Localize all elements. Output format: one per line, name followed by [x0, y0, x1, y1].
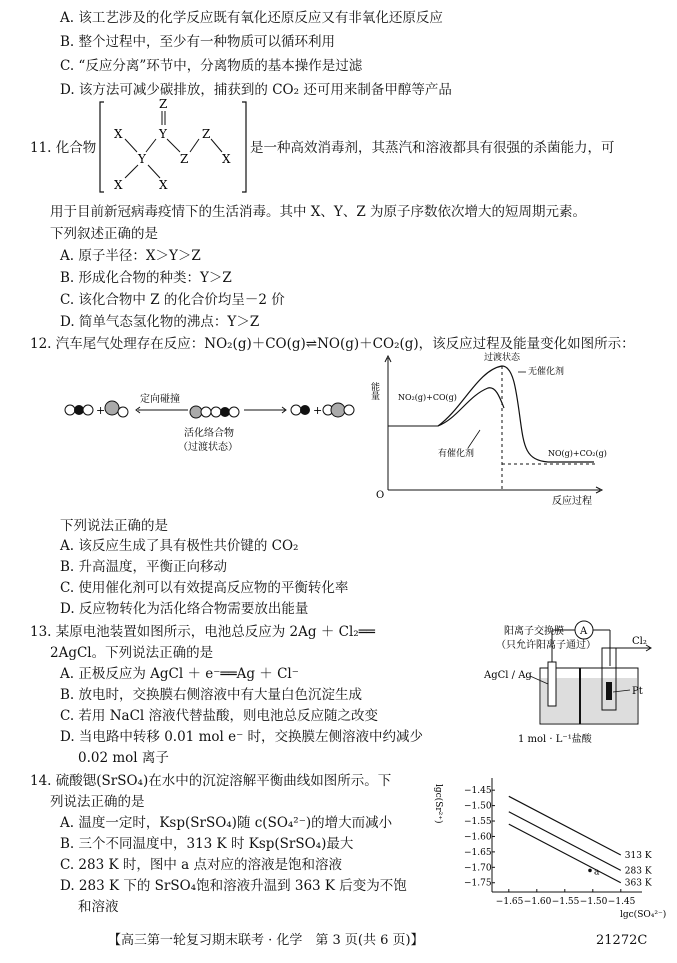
q11-stem-line3: 下列叙述正确的是 — [50, 226, 158, 242]
no-catalyst-label: 无催化剂 — [528, 367, 565, 377]
atom-x3: X — [114, 178, 123, 192]
q11-suffix: 是一种高效消毒剂，其蒸汽和溶液都具有很强的杀菌能力，可 — [250, 140, 615, 156]
q12-option-b: B. 升高温度，平衡正向移动 — [60, 559, 228, 575]
pt-label: Pt — [632, 686, 643, 697]
atom-z2: Z — [180, 152, 189, 166]
x-tick-label: −1.45 — [607, 897, 636, 907]
q10-option-c: C. “反应分离”环节中，分离物质的基本操作是过滤 — [60, 58, 363, 74]
x-tick-label: −1.65 — [495, 897, 524, 907]
atom-x2: X — [222, 152, 231, 166]
series-line — [509, 812, 621, 871]
q14-option-d: D. 283 K 下的 SrSO₄饱和溶液升温到 363 K 后变为不饱 — [60, 878, 407, 894]
data-point — [588, 869, 592, 873]
with-catalyst-label: 有催化剂 — [438, 449, 475, 459]
atom-z1: Z — [202, 127, 211, 141]
q11-prefix: 11. 化合物 — [30, 140, 97, 156]
energy-origin: O — [376, 490, 385, 501]
q13-option-b: B. 放电时，交换膜右侧溶液中有大量白色沉淀生成 — [60, 687, 363, 703]
q12-stem: 12. 汽车尾气处理存在反应：NO₂(g)＋CO(g)⇌NO(g)＋CO₂(g)，该反应过程及能量变化如图所示： — [30, 336, 635, 352]
solution-label: 1 mol · L⁻¹盐酸 — [518, 734, 592, 745]
transition-label: 过渡状态 — [484, 353, 521, 363]
q12-molecule-diagram — [60, 390, 370, 460]
q11-option-c: C. 该化合物中 Z 的化合价均呈－2 价 — [60, 292, 285, 308]
energy-xlabel: 反应过程 — [552, 496, 592, 507]
cl2-label: Cl₂ — [632, 636, 647, 647]
x-tick-label: −1.55 — [551, 897, 580, 907]
atom-x1: X — [114, 127, 123, 141]
complex-label-2: （过渡状态） — [178, 442, 238, 453]
q10-option-b: B. 整个过程中，至少有一种物质可以循环利用 — [60, 34, 336, 50]
q11-option-d: D. 简单气态氢化物的沸点：Y＞Z — [60, 314, 260, 330]
y-tick-label: −1.55 — [464, 817, 492, 828]
q14-option-c: C. 283 K 时，图中 a 点对应的溶液是饱和溶液 — [60, 857, 342, 873]
y-tick-label: −1.70 — [464, 863, 492, 874]
q14-option-d-cont: 和溶液 — [78, 899, 119, 915]
svg-text:A: A — [580, 626, 588, 637]
arrow-label: 定向碰撞 — [140, 394, 180, 405]
x-tick-label: −1.60 — [523, 897, 552, 907]
q10-option-d: D. 该方法可减少碳排放，捕获到的 CO₂ 还可用来制备甲醇等产品 — [60, 82, 452, 98]
chart-xlabel: lgc(SO₄²⁻) — [620, 910, 667, 920]
page-footer: 【高三第一轮复习期末联考 · 化学 第 3 页(共 6 页)】 — [108, 933, 424, 948]
exam-code: 21272C — [596, 933, 648, 948]
q10-option-a: A. 该工艺涉及的化学反应既有氧化还原反应又有非氧化还原反应 — [60, 10, 443, 26]
atom-z-top: Z — [159, 97, 168, 111]
atom-x4: X — [159, 178, 168, 192]
y-tick-label: −1.50 — [464, 801, 492, 812]
q13-stem-line2: 2AgCl。下列说法正确的是 — [50, 645, 214, 661]
products-label: NO(g)+CO₂(g) — [548, 449, 607, 458]
reactants-label: NO₂(g)+CO(g) — [398, 393, 457, 402]
atom-y2: Y — [138, 152, 146, 166]
q14-option-b: B. 三个不同温度中，313 K 时 Ksp(SrSO₄)最大 — [60, 836, 354, 852]
energy-ylabel: 能量 — [369, 382, 379, 400]
q11-option-a: A. 原子半径：X＞Y＞Z — [60, 248, 201, 264]
x-tick-label: −1.50 — [579, 897, 608, 907]
q13-option-d: D. 当电路中转移 0.01 mol e⁻ 时，交换膜左侧溶液中约减少 — [60, 729, 424, 745]
q13-option-a: A. 正极反应为 AgCl ＋ e⁻══Ag ＋ Cl⁻ — [60, 666, 299, 682]
membrane-label-2: （只允许阳离子通过） — [496, 640, 596, 651]
svg-text:+: + — [313, 404, 323, 417]
q11-stem-line2: 用于目前新冠病毒疫情下的生活消毒。其中 X、Y、Z 为原子序数依次增大的短周期元素。 — [50, 204, 586, 220]
q14-stem-line2: 列说法正确的是 — [50, 794, 145, 810]
atom-y1: Y — [159, 127, 167, 141]
y-tick-label: −1.75 — [464, 878, 492, 889]
y-tick-label: −1.65 — [464, 847, 492, 858]
point-label: a — [594, 867, 600, 878]
series-label: 283 K — [624, 866, 652, 877]
q13-option-d-cont: 0.02 mol 离子 — [78, 750, 169, 766]
left-electrode-label: AgCl / Ag — [484, 670, 532, 681]
y-tick-label: −1.45 — [464, 786, 492, 797]
q13-stem: 13. 某原电池装置如图所示，电池总反应为 2Ag ＋ Cl₂══ — [30, 624, 375, 640]
series-line — [509, 824, 621, 883]
q12-stem-line2: 下列说法正确的是 — [60, 518, 168, 534]
series-label: 313 K — [624, 850, 652, 861]
q11-option-b: B. 形成化合物的种类：Y＞Z — [60, 270, 232, 286]
svg-text:+: + — [96, 404, 106, 417]
series-line — [509, 796, 621, 855]
q12-option-d: D. 反应物转化为活化络合物需要放出能量 — [60, 601, 309, 617]
membrane-label-1: 阳离子交换膜 — [504, 626, 564, 637]
q11-structure-diagram — [98, 96, 248, 198]
q14-option-a: A. 温度一定时，Ksp(SrSO₄)随 c(SO₄²⁻)的增大而减小 — [60, 815, 393, 831]
complex-label-1: 活化络合物 — [184, 428, 234, 439]
q12-energy-chart — [368, 348, 636, 508]
q12-option-c: C. 使用催化剂可以有效提高反应物的平衡转化率 — [60, 580, 349, 596]
q12-option-a: A. 该反应生成了具有极性共价键的 CO₂ — [60, 538, 299, 554]
q13-option-c: C. 若用 NaCl 溶液代替盐酸，则电池总反应随之改变 — [60, 708, 379, 724]
q14-solubility-chart — [433, 770, 668, 920]
series-label: 363 K — [624, 878, 652, 889]
chart-ylabel: lgc(Sr²⁺) — [433, 784, 443, 824]
q13-cell-diagram — [482, 618, 664, 756]
q14-stem: 14. 硫酸锶(SrSO₄)在水中的沉淀溶解平衡曲线如图所示。下 — [30, 773, 392, 789]
y-tick-label: −1.60 — [464, 832, 492, 843]
